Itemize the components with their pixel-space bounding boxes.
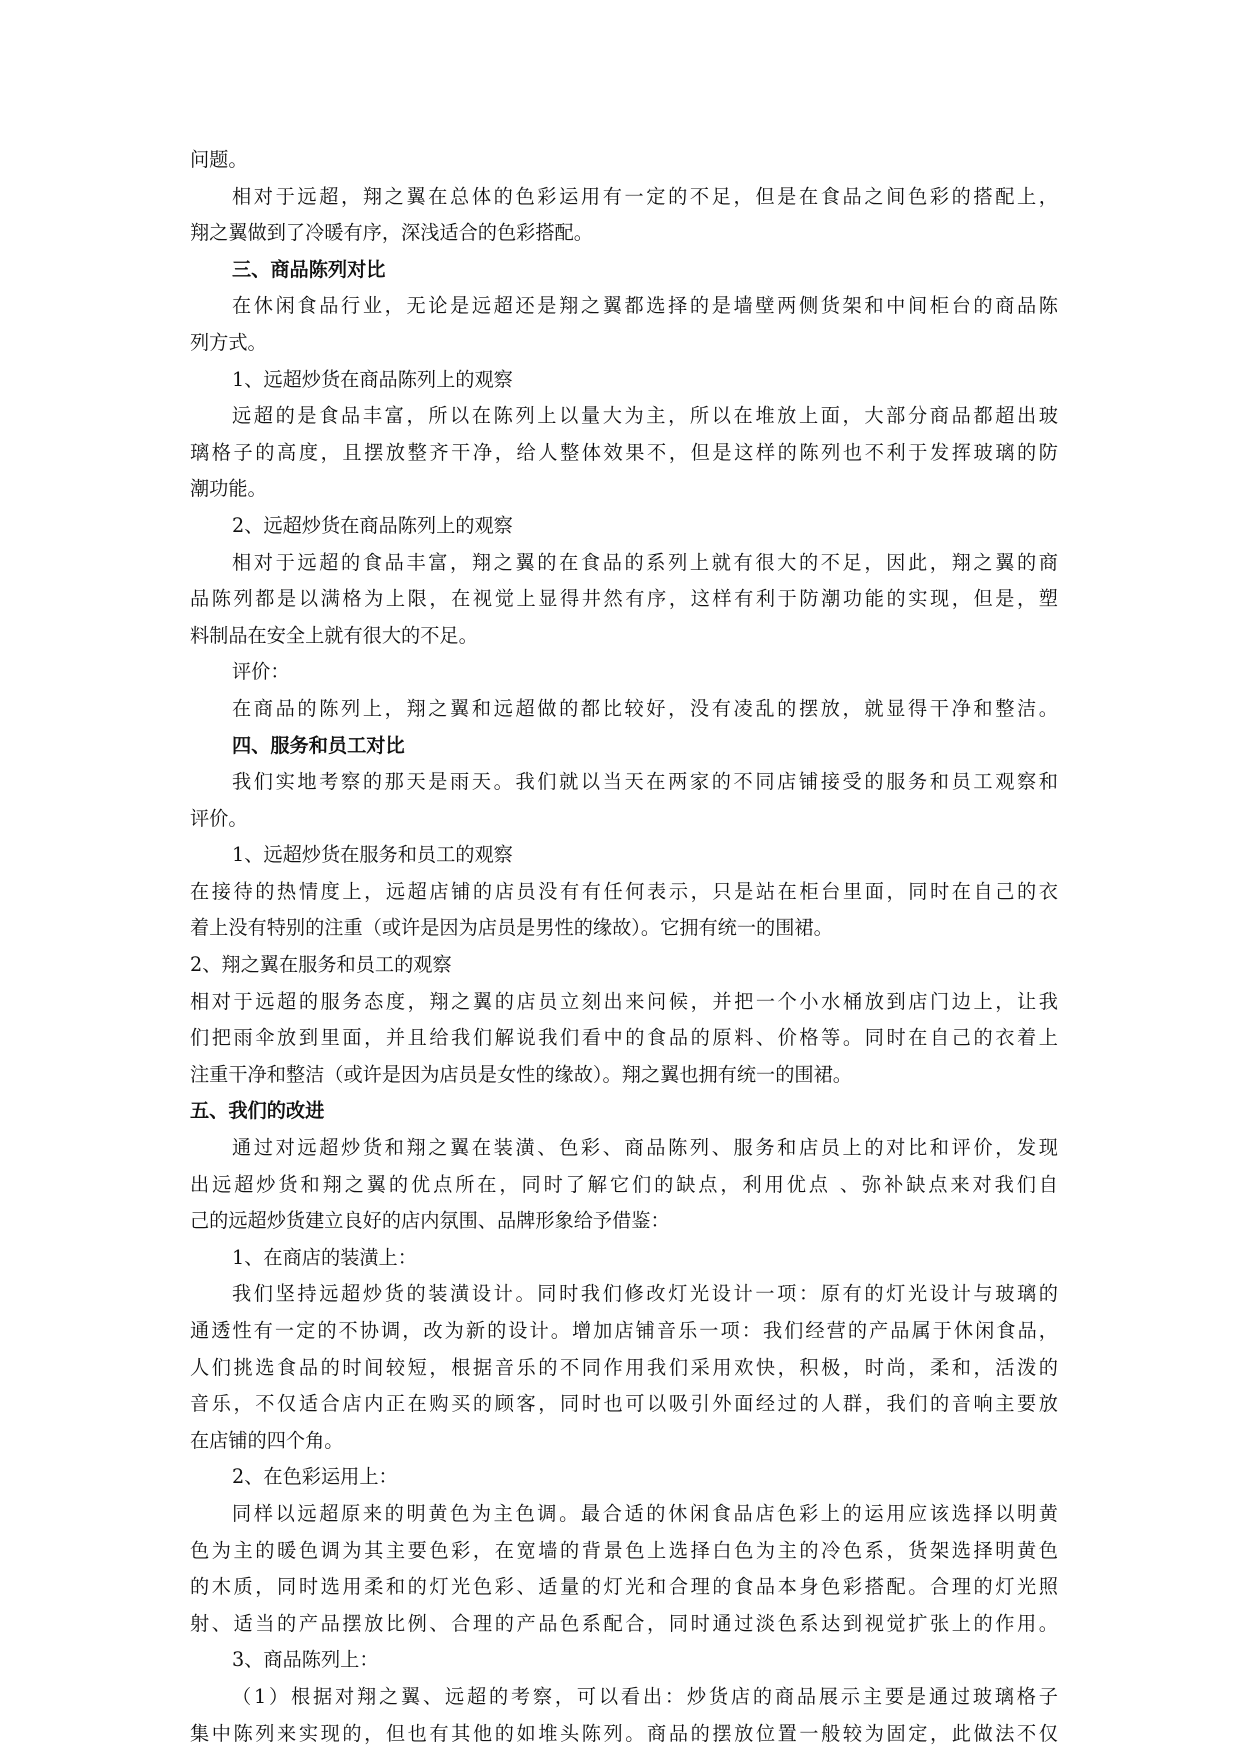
text-line: 料制品在安全上就有很大的不足。 (190, 623, 478, 647)
text-line: 音乐，不仅适合店内正在购买的顾客，同时也可以吸引外面经过的人群，我们的音响主要放 (190, 1392, 1058, 1416)
text-line: 2、在色彩运用上： (232, 1465, 398, 1489)
text-line: 相对于远超的服务态度，翔之翼的店员立刻出来问候，并把一个小水桶放到店门边上，让我 (190, 989, 1058, 1013)
text-line: 1、远超炒货在服务和员工的观察 (232, 843, 513, 867)
document-page (190, 142, 1058, 1752)
text-line: 色为主的暖色调为其主要色彩，在宽墙的背景色上选择白色为主的冷色系，货架选择明黄色 (190, 1538, 1058, 1562)
text-line: 问题。 (190, 148, 248, 171)
section-heading: 五、我们的改进 (190, 1099, 325, 1123)
text-line: 通过对远超炒货和翔之翼在装潢、色彩、商品陈列、服务和店员上的对比和评价，发现 (232, 1136, 1058, 1160)
text-line: 们把雨伞放到里面，并且给我们解说我们看中的食品的原料、价格等。同时在自己的衣着上 (190, 1026, 1058, 1050)
text-line: （1）根据对翔之翼、远超的考察，可以看出：炒货店的商品展示主要是通过玻璃格子 (232, 1684, 1058, 1708)
text-line: 在接待的热情度上，远超店铺的店员没有有任何表示，只是站在柜台里面，同时在自己的衣 (190, 879, 1058, 903)
text-line: 评价： (232, 660, 290, 684)
text-line: 在休闲食品行业，无论是远超还是翔之翼都选择的是墙壁两侧货架和中间柜台的商品陈 (232, 294, 1058, 318)
text-line: 品陈列都是以满格为上限，在视觉上显得井然有序，这样有利于防潮功能的实现，但是，塑 (190, 587, 1058, 611)
text-line: 己的远超炒货建立良好的店内氛围、品牌形象给予借鉴： (190, 1209, 670, 1233)
section-heading: 四、服务和员工对比 (232, 733, 405, 757)
text-line: 在店铺的四个角。 (190, 1428, 344, 1452)
text-line: 我们实地考察的那天是雨天。我们就以当天在两家的不同店铺接受的服务和员工观察和 (232, 770, 1058, 794)
text-line: 2、翔之翼在服务和员工的观察 (190, 953, 452, 977)
text-line: 人们挑选食品的时间较短，根据音乐的不同作用我们采用欢快，积极，时尚，柔和，活泼的 (190, 1355, 1058, 1379)
text-line: 评价。 (190, 806, 248, 830)
text-line: 相对于远超，翔之翼在总体的色彩运用有一定的不足，但是在食品之间色彩的搭配上， (232, 184, 1058, 208)
text-line: 翔之翼做到了冷暖有序，深浅适合的色彩搭配。 (190, 221, 593, 245)
text-line: 璃格子的高度，且摆放整齐干净，给人整体效果不，但是这样的陈列也不利于发挥玻璃的防 (190, 440, 1058, 464)
text-line: 集中陈列来实现的，但也有其他的如堆头陈列。商品的摆放位置一般较为固定，此做法不仅 (190, 1721, 1058, 1745)
text-line: 通透性有一定的不协调，改为新的设计。增加店铺音乐一项：我们经营的产品属于休闲食品， (190, 1319, 1058, 1342)
text-line: 相对于远超的食品丰富，翔之翼的在食品的系列上就有很大的不足，因此，翔之翼的商 (232, 550, 1058, 574)
text-line: 我们坚持远超炒货的装潢设计。同时我们修改灯光设计一项：原有的灯光设计与玻璃的 (232, 1282, 1058, 1306)
text-line: 同样以远超原来的明黄色为主色调。最合适的休闲食品店色彩上的运用应该选择以明黄 (232, 1501, 1058, 1525)
section-heading: 三、商品陈列对比 (232, 257, 386, 281)
text-line: 出远超炒货和翔之翼的优点所在，同时了解它们的缺点，利用优点 、弥补缺点来对我们自 (190, 1172, 1058, 1196)
text-line: 远超的是食品丰富，所以在陈列上以量大为主，所以在堆放上面，大部分商品都超出玻 (232, 404, 1058, 428)
text-line: 列方式。 (190, 330, 267, 354)
text-line: 2、远超炒货在商品陈列上的观察 (232, 513, 513, 537)
text-line: 着上没有特别的注重（或许是因为店员是男性的缘故）。它拥有统一的围裙。 (190, 916, 833, 940)
text-line: 在商品的陈列上，翔之翼和远超做的都比较好，没有凌乱的摆放，就显得干净和整洁。 (232, 696, 1058, 720)
text-line: 1、在商店的装潢上： (232, 1245, 417, 1269)
text-line: 3、商品陈列上： (232, 1648, 379, 1672)
text-line: 1、远超炒货在商品陈列上的观察 (232, 367, 513, 391)
text-line: 注重干净和整洁（或许是因为店员是女性的缘故）。翔之翼也拥有统一的围裙。 (190, 1062, 852, 1086)
text-line: 射、适当的产品摆放比例、合理的产品色系配合，同时通过淡色系达到视觉扩张上的作用。 (190, 1611, 1058, 1635)
text-line: 潮功能。 (190, 477, 267, 501)
text-line: 的木质，同时选用柔和的灯光色彩、适量的灯光和合理的食品本身色彩搭配。合理的灯光照 (190, 1575, 1058, 1599)
